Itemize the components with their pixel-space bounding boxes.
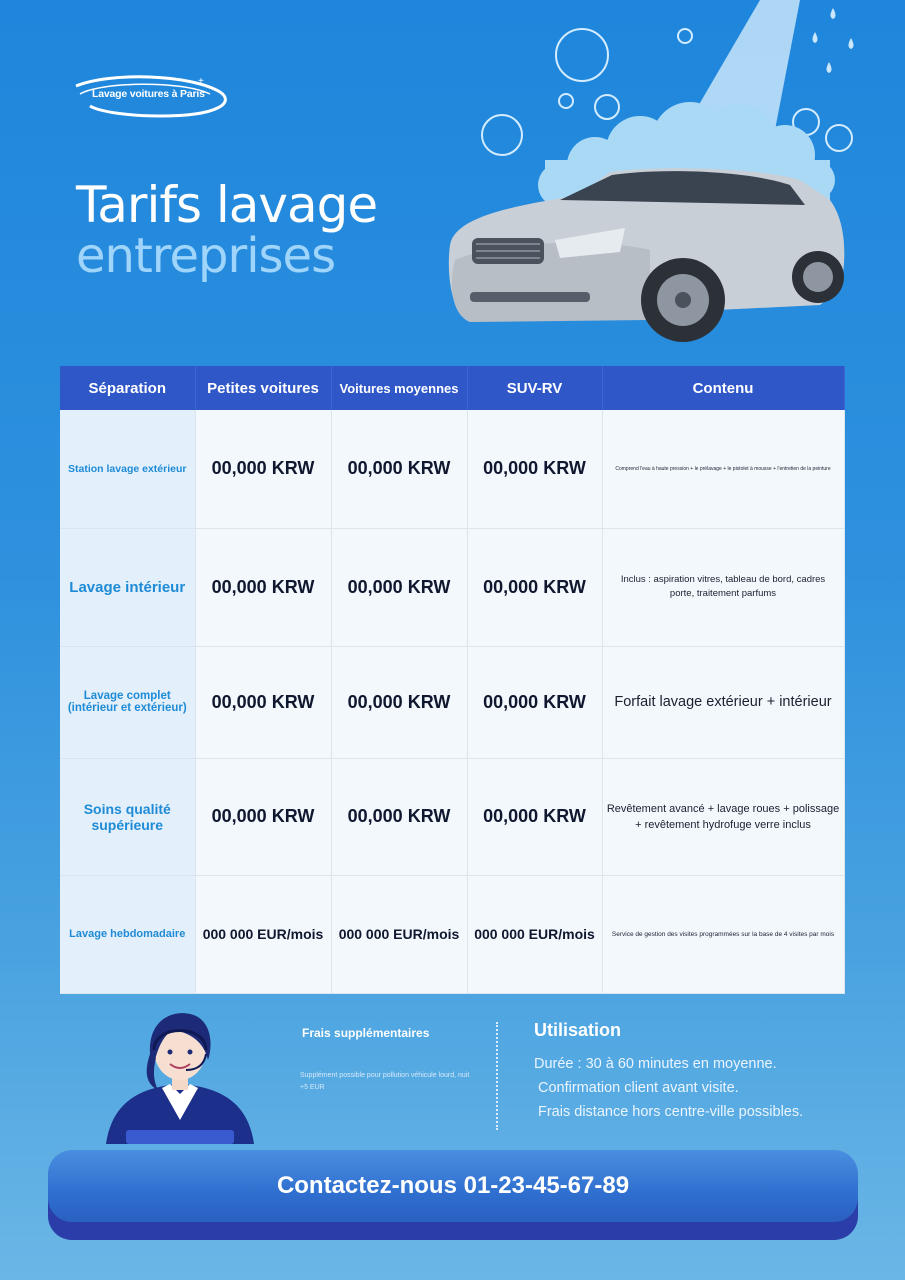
price-small: 00,000 KRW <box>195 528 331 646</box>
header-separation: Séparation <box>60 366 195 410</box>
extra-fees-text <box>300 1070 490 1094</box>
extra-fees-amount: +5 EUR <box>300 1084 325 1091</box>
page-subtitle: entreprises <box>76 228 336 284</box>
table-row <box>60 528 844 646</box>
row-label: Soins qualité supérieure <box>60 758 195 875</box>
header-suv: SUV-RV <box>467 366 602 410</box>
row-label: Lavage hebdomadaire <box>60 875 195 993</box>
row-label: Lavage complet (intérieur et extérieur) <box>60 646 195 758</box>
row-content: Inclus : aspiration vitres, tableau de bord, cadres porte, traitement parfums <box>602 528 844 646</box>
price-small: 00,000 KRW <box>195 410 331 528</box>
extra-fees-description: Supplément possible pour pollution véhicule lourd, nuit <box>300 1072 470 1079</box>
pricing-table <box>60 366 844 996</box>
price-suv: 00,000 KRW <box>467 410 602 528</box>
price-medium: 00,000 KRW <box>331 646 467 758</box>
table-row <box>60 875 844 993</box>
table-row <box>60 758 844 875</box>
row-content: Comprend l'eau à haute pression + le prélavage + le pistolet à mousse + l'entretien de la peinture <box>602 410 844 528</box>
header-content: Contenu <box>602 366 844 410</box>
header-small-cars: Petites voitures <box>195 366 331 410</box>
price-medium: 00,000 KRW <box>331 528 467 646</box>
price-small: 00,000 KRW <box>195 758 331 875</box>
price-medium: 000 000 EUR/mois <box>331 875 467 993</box>
row-label: Lavage intérieur <box>60 528 195 646</box>
table-row <box>60 646 844 758</box>
row-content: Service de gestion des visites programmées sur la base de 4 visites par mois <box>602 875 844 993</box>
usage-line: Durée : 30 à 60 minutes en moyenne. <box>534 1056 777 1072</box>
contact-button[interactable] <box>48 1150 858 1222</box>
contact-label: Contactez-nous 01-23-45-67-89 <box>276 1172 630 1199</box>
price-medium: 00,000 KRW <box>331 410 467 528</box>
price-suv: 00,000 KRW <box>467 528 602 646</box>
price-small: 000 000 EUR/mois <box>195 875 331 993</box>
price-small: 00,000 KRW <box>195 646 331 758</box>
svg-text:+: + <box>198 76 204 87</box>
extra-fees-title: Frais supplémentaires <box>302 1026 430 1040</box>
table-header-row <box>60 366 844 410</box>
car-illustration <box>430 0 905 360</box>
price-suv: 00,000 KRW <box>467 646 602 758</box>
header-medium-cars: Voitures moyennes <box>331 366 467 410</box>
price-medium: 00,000 KRW <box>331 758 467 875</box>
support-agent-illustration <box>100 1002 260 1144</box>
usage-title: Utilisation <box>534 1020 622 1040</box>
usage-line: Frais distance hors centre-ville possibles. <box>538 1104 804 1120</box>
usage-line: Confirmation client avant visite. <box>538 1080 739 1096</box>
brand-name: Lavage voitures à Paris <box>92 88 205 100</box>
row-label: Station lavage extérieur <box>60 410 195 528</box>
price-suv: 00,000 KRW <box>467 758 602 875</box>
row-content: Revêtement avancé + lavage roues + polissage + revêtement hydrofuge verre inclus <box>602 758 844 875</box>
page-title: Tarifs lavage <box>76 176 378 234</box>
price-suv: 000 000 EUR/mois <box>467 875 602 993</box>
table-row <box>60 410 844 528</box>
section-divider <box>496 1022 498 1130</box>
row-content: Forfait lavage extérieur + intérieur <box>602 646 844 758</box>
